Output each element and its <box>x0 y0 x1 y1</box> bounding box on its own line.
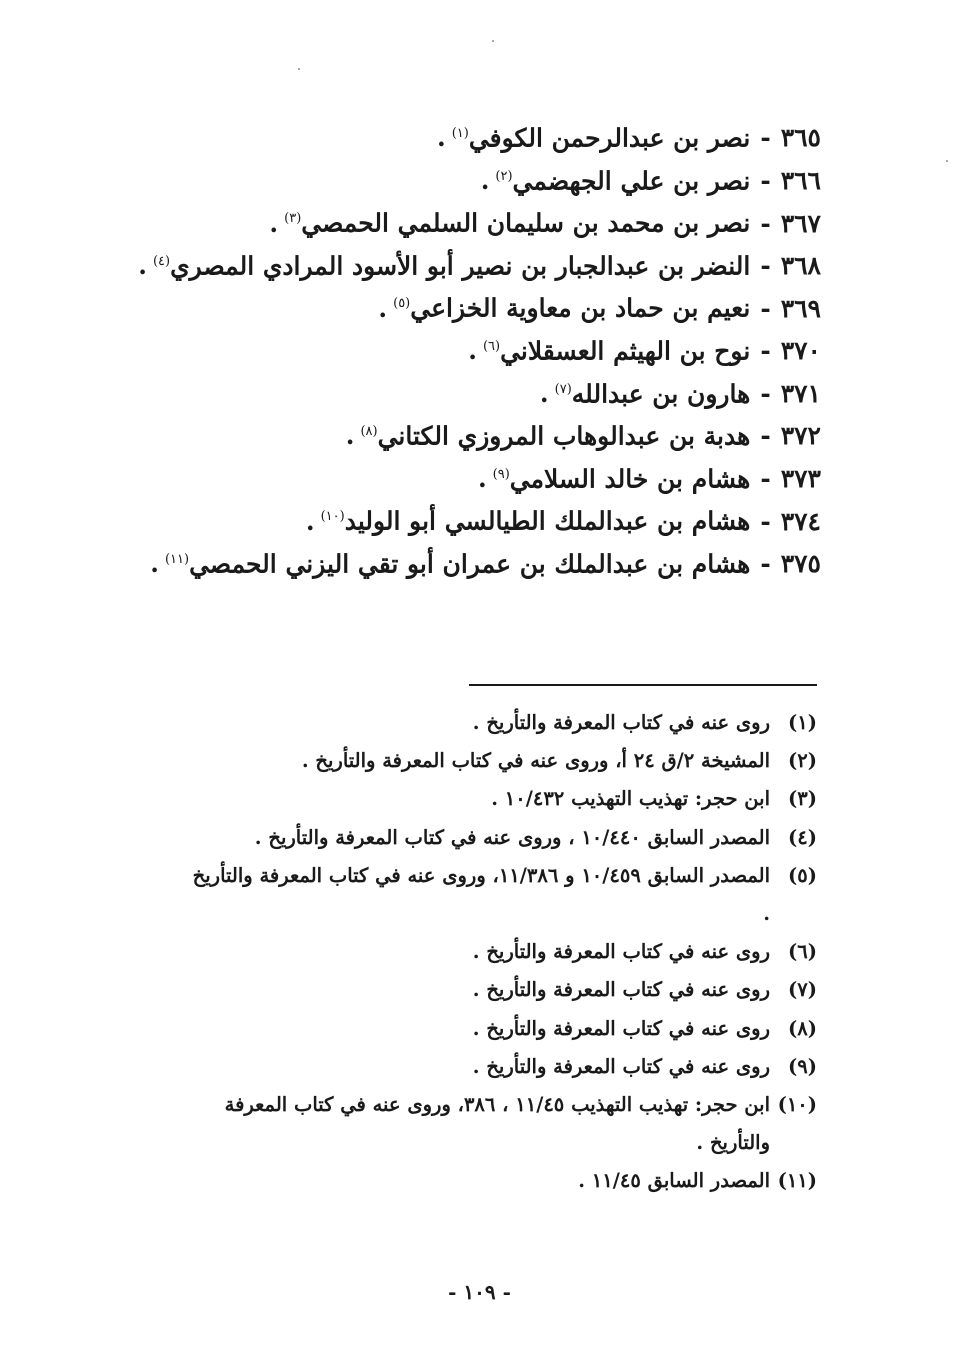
entry-period: . <box>345 421 355 451</box>
narrator-entry <box>141 326 821 369</box>
entry-name: نعيم بن حماد بن معاوية الخزاعي <box>410 293 751 323</box>
entry-dash: - <box>760 506 771 536</box>
narrator-entry <box>141 539 821 582</box>
footnote <box>189 971 817 1009</box>
entry-name: هشام بن عبدالملك الطيالسي أبو الوليد <box>344 506 751 536</box>
narrator-entry <box>141 411 821 454</box>
entry-name: هشام بن عبدالملك بن عمران أبو تقي اليزني الحمصي <box>189 549 751 579</box>
footnote-ref: (١١) <box>164 551 190 567</box>
entry-name: نصر بن عبدالرحمن الكوفي <box>468 123 751 153</box>
narrator-entry <box>141 283 821 326</box>
entry-period: . <box>480 165 490 195</box>
footnote-number: (٣) <box>788 787 817 811</box>
footnote-text: روى عنه في كتاب المعرفة والتأريخ . <box>472 711 770 734</box>
footnote <box>189 819 817 857</box>
footnote <box>189 857 817 933</box>
footnote-text: روى عنه في كتاب المعرفة والتأريخ . <box>472 940 770 964</box>
entry-name: نصر بن علي الجهضمي <box>512 165 751 195</box>
entry-period: . <box>269 208 279 238</box>
footnote-ref: (٧) <box>554 381 572 397</box>
entry-dash: - <box>760 123 771 153</box>
footnote-number: (١١) <box>777 1169 817 1193</box>
footnote-text: روى عنه في كتاب المعرفة والتأريخ . <box>472 978 770 1002</box>
narrator-entry <box>141 496 821 539</box>
footnote-ref: (١٠) <box>320 509 345 525</box>
entry-name: نوح بن الهيثم العسقلاني <box>500 336 751 366</box>
scan-speck <box>298 68 300 70</box>
entry-period: . <box>138 251 147 281</box>
footnote-text: المصدر السابق ١٠/٤٥٩ و ١١/٣٨٦، وروى عنه في كتاب المعرفة والتأريخ . <box>192 863 770 926</box>
footnote <box>189 1162 817 1200</box>
footnote-separator-rule <box>469 684 817 686</box>
narrator-entry <box>141 198 821 241</box>
narrator-list <box>138 113 821 582</box>
footnote-text: ابن حجر: تهذيب التهذيب ١٠/٤٣٢ . <box>491 787 770 811</box>
entry-dash: - <box>760 464 771 494</box>
narrator-entry <box>141 369 821 412</box>
entry-dash: - <box>760 165 771 195</box>
footnote-number: (١) <box>788 711 817 734</box>
footnote-text: المصدر السابق ١٠/٤٤٠ ، وروى عنه في كتاب المعرفة والتأريخ . <box>254 825 770 849</box>
footnote-number: (٩) <box>788 1054 817 1078</box>
entry-dash: - <box>760 378 771 408</box>
entry-number: ٣٧١ <box>780 378 821 408</box>
entry-number: ٣٦٦ <box>780 165 821 195</box>
footnote <box>189 780 817 818</box>
footnote-ref: (٩) <box>492 466 510 482</box>
entry-period: . <box>477 464 487 494</box>
footnote-ref: (٦) <box>482 338 501 354</box>
footnote <box>189 1086 817 1162</box>
entry-name: هدبة بن عبدالوهاب المروزي الكتاني <box>377 421 751 451</box>
footnote <box>189 704 817 742</box>
footnote-text: المشيخة ٢/ق ٢٤ أ، وروى عنه في كتاب المعرفة والتأريخ . <box>301 749 770 773</box>
entry-number: ٣٦٩ <box>780 293 821 323</box>
footnote <box>189 1048 817 1086</box>
footnotes-list <box>189 704 817 1201</box>
entry-name: نصر بن محمد بن سليمان السلمي الحمصي <box>301 208 751 238</box>
footnote-number: (١٠) <box>777 1093 817 1117</box>
narrator-entry <box>141 156 821 199</box>
footnote-number: (٧) <box>788 978 817 1002</box>
footnote-ref: (٢) <box>495 168 513 184</box>
footnote <box>189 1010 817 1048</box>
entry-dash: - <box>760 208 771 238</box>
entry-period: . <box>468 336 477 366</box>
entry-number: ٣٧٤ <box>780 506 821 536</box>
narrator-entry <box>141 454 821 497</box>
footnote-text: روى عنه في كتاب المعرفة والتأريخ . <box>472 1054 770 1078</box>
narrator-entry <box>138 241 821 284</box>
entry-number: ٣٧٥ <box>780 549 821 579</box>
footnote <box>189 742 817 780</box>
narrator-entry <box>141 113 821 156</box>
scan-speck <box>946 160 948 162</box>
entry-period: . <box>305 506 315 536</box>
entry-name: النضر بن عبدالجبار بن نصير أبو الأسود المرادي المصري <box>170 251 751 281</box>
footnote-text: المصدر السابق ١١/٤٥ . <box>578 1169 770 1193</box>
footnote-ref: (٤) <box>152 253 171 269</box>
footnote-ref: (٥) <box>393 296 411 312</box>
footnote-text: ابن حجر: تهذيب التهذيب ١١/٤٥ ، ٣٨٦، وروى عنه في كتاب المعرفة والتأريخ . <box>224 1093 770 1155</box>
entry-number: ٣٧٢ <box>780 421 821 451</box>
footnote <box>189 933 817 971</box>
entry-dash: - <box>760 336 771 366</box>
entry-name: هارون بن عبدالله <box>571 378 751 408</box>
entry-number: ٣٦٧ <box>780 208 821 238</box>
entry-period: . <box>436 123 446 153</box>
entry-dash: - <box>760 293 771 323</box>
scan-speck <box>492 40 494 42</box>
footnote-number: (٥) <box>788 863 817 887</box>
entry-number: ٣٦٥ <box>780 123 821 153</box>
footnote-text: روى عنه في كتاب المعرفة والتأريخ . <box>472 1016 770 1040</box>
page-number: - ١٠٩ - <box>448 1280 511 1304</box>
entry-number: ٣٦٨ <box>780 251 821 281</box>
footnote-ref: (٨) <box>360 424 378 440</box>
footnote-ref: (١) <box>451 126 469 141</box>
entry-number: ٣٧٣ <box>780 464 821 494</box>
footnote-number: (٢) <box>788 749 817 773</box>
entry-number: ٣٧٠ <box>780 336 821 366</box>
footnote-number: (٤) <box>788 825 817 849</box>
footnote-number: (٦) <box>788 940 817 964</box>
entry-period: . <box>150 549 159 579</box>
entry-dash: - <box>760 549 771 579</box>
footnote-ref: (٣) <box>284 211 302 227</box>
footnote-number: (٨) <box>788 1016 817 1040</box>
entry-period: . <box>539 378 549 408</box>
entry-name: هشام بن خالد السلامي <box>509 464 751 494</box>
entry-dash: - <box>760 251 771 281</box>
entry-period: . <box>378 293 388 323</box>
entry-dash: - <box>760 421 771 451</box>
